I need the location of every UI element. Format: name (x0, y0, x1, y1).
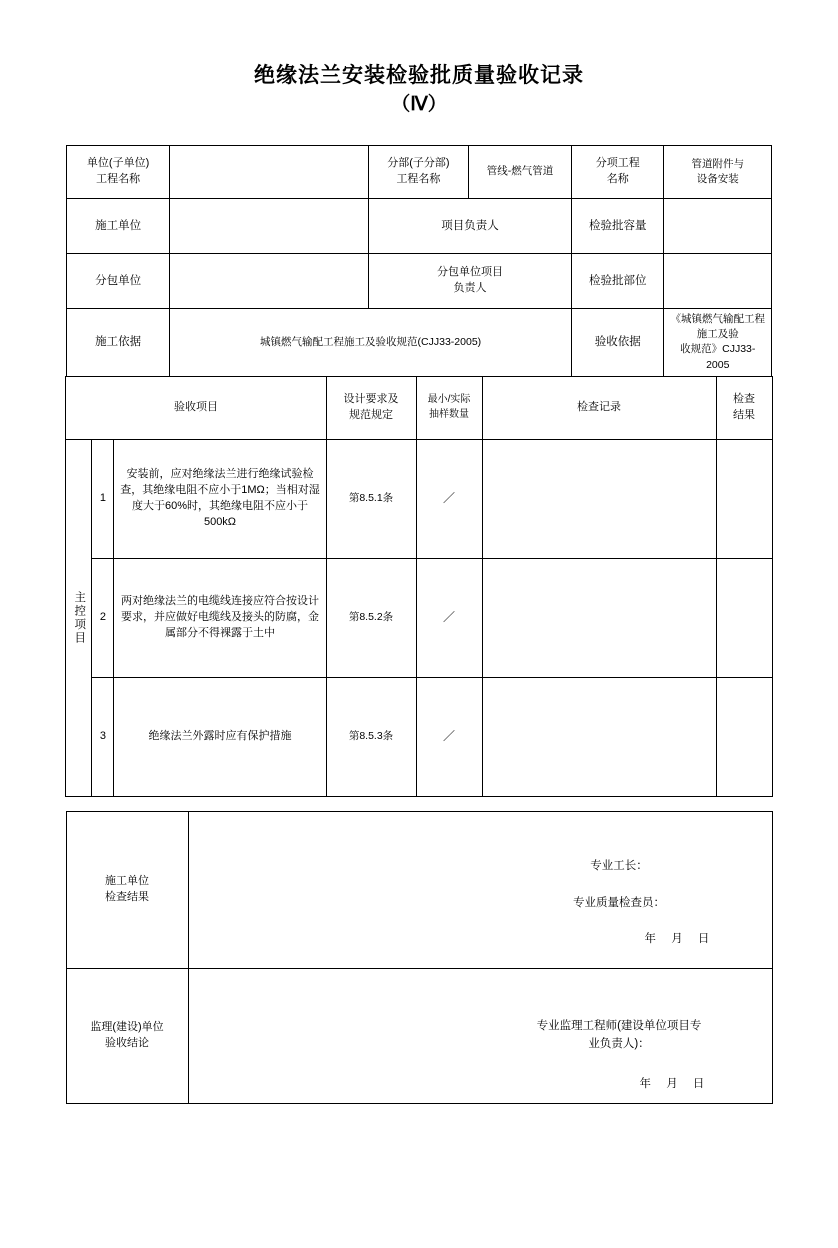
item-sample-quantity[interactable]: ／ (416, 677, 482, 796)
page-subtitle: （Ⅳ） (391, 94, 447, 116)
construction-result-label (66, 811, 188, 968)
column-header-record: 检查记录 (482, 376, 716, 439)
construction-result-content[interactable] (188, 811, 772, 968)
sub-leader-label (368, 253, 571, 308)
inspector-signature-label: 专业质量检查员： (573, 897, 665, 910)
batch-location-value[interactable] (664, 253, 772, 308)
subitem-name-value[interactable] (664, 145, 772, 198)
column-header-item: 验收项目 (66, 376, 326, 439)
supervision-label-line1: 监理(建设)单位 (90, 1020, 164, 1033)
division-name-label-line1: 分部(子分部) (387, 157, 450, 169)
basis-label: 施工依据 (67, 308, 170, 376)
column-header-sample-line2: 抽样数量 (429, 408, 470, 420)
table-row (66, 439, 772, 558)
item-sample-quantity[interactable]: ／ (416, 558, 482, 677)
supervision-conclusion-content[interactable] (188, 968, 772, 1103)
table-row (66, 968, 772, 1103)
table-row (67, 253, 772, 308)
unit-name-label-line1: 单位(子单位) (86, 157, 150, 169)
column-header-design-line1: 设计要求及 (343, 392, 399, 405)
subitem-name-label-line2: 名称 (606, 172, 629, 185)
subitem-name-label-line1: 分项工程 (595, 157, 640, 169)
project-leader-label: 项目负责人 (368, 198, 571, 253)
construction-result-label-line2: 检查结果 (105, 890, 149, 903)
unit-name-value[interactable] (170, 145, 369, 198)
acceptance-basis-label: 验收依据 (572, 308, 664, 376)
item-inspection-record[interactable] (482, 677, 716, 796)
construction-unit-value[interactable] (170, 198, 369, 253)
subitem-name-value-line1: 管道附件与 (691, 157, 744, 170)
table-row (66, 811, 772, 968)
table-row (66, 558, 772, 677)
sub-leader-label-line1: 分包单位项目 (437, 266, 504, 278)
item-sample-quantity[interactable]: ／ (416, 439, 482, 558)
item-inspection-record[interactable] (482, 439, 716, 558)
table-header-row (66, 376, 772, 439)
item-inspection-result[interactable] (716, 439, 772, 558)
column-header-design (326, 376, 416, 439)
acceptance-basis-value[interactable] (664, 308, 772, 376)
column-header-result-line1: 检查 (733, 392, 756, 405)
item-design-requirement: 第8.5.3条 (326, 677, 416, 796)
subitem-name-label (572, 145, 664, 198)
header-info-table (66, 145, 772, 377)
column-header-result (716, 376, 772, 439)
column-header-result-line2: 结果 (733, 408, 756, 421)
item-description: 绝缘法兰外露时应有保护措施 (114, 677, 326, 796)
construction-result-label-line1: 施工单位 (105, 874, 149, 887)
basis-value[interactable]: 城镇燃气输配工程施工及验收规范(CJJ33-2005) (170, 308, 572, 376)
item-design-requirement: 第8.5.2条 (326, 558, 416, 677)
foreman-signature-label: 专业工长： (590, 859, 648, 872)
item-description: 安装前，应对绝缘法兰进行绝缘试验检查，其绝缘电阻不应小于1MΩ；当相对湿度大于60%时，其绝缘电阻不应小于500kΩ (114, 439, 326, 558)
supervision-date-label: 年 月 日 (639, 1077, 711, 1090)
inspection-items-table (65, 376, 772, 797)
column-header-design-line2: 规范规定 (349, 408, 394, 421)
subitem-name-value-line2: 设备安装 (696, 172, 739, 185)
construction-unit-label: 施工单位 (67, 198, 170, 253)
subcontractor-value[interactable] (170, 253, 369, 308)
column-header-sample (416, 376, 482, 439)
section-label-text: 主控项目 (73, 590, 86, 645)
page-title: 绝缘法兰安装检验批质量验收记录 (254, 64, 584, 87)
division-name-label (368, 145, 468, 198)
item-inspection-result[interactable] (716, 558, 772, 677)
section-label-main-control (66, 439, 92, 796)
row-number: 2 (92, 558, 114, 677)
signature-table (66, 811, 773, 1104)
unit-name-label-line2: 工程名称 (96, 172, 141, 185)
supervision-signature-label-line1: 专业监理工程师(建设单位项目专 (536, 1020, 702, 1033)
division-name-value[interactable]: 管线-燃气管道 (468, 145, 571, 198)
row-number: 3 (92, 677, 114, 796)
supervision-conclusion-label (66, 968, 188, 1103)
table-row (66, 677, 772, 796)
acceptance-basis-line2: 收规范》CJJ33-2005 (680, 343, 756, 371)
supervision-signature-label-line2: 业负责人)： (588, 1037, 650, 1050)
construction-date-label: 年 月 日 (644, 932, 716, 945)
row-number: 1 (92, 439, 114, 558)
table-row (67, 198, 772, 253)
unit-name-label (67, 145, 170, 198)
subcontractor-label: 分包单位 (67, 253, 170, 308)
item-design-requirement: 第8.5.1条 (326, 439, 416, 558)
item-inspection-result[interactable] (716, 677, 772, 796)
column-header-sample-line1: 最小/实际 (427, 394, 471, 406)
batch-capacity-value[interactable] (664, 198, 772, 253)
item-inspection-record[interactable] (482, 558, 716, 677)
document-title-block (0, 62, 838, 119)
acceptance-basis-line1: 《城镇燃气输配工程施工及验 (670, 312, 765, 341)
item-description: 两对绝缘法兰的电缆线连接应符合按设计要求，并应做好电缆线及接头的防腐，金属部分不得裸露于土中 (114, 558, 326, 677)
supervision-label-line2: 验收结论 (105, 1036, 149, 1049)
batch-location-label: 检验批部位 (572, 253, 664, 308)
document-page (0, 62, 838, 1248)
batch-capacity-label: 检验批容量 (572, 198, 664, 253)
table-row (67, 308, 772, 376)
division-name-label-line2: 工程名称 (396, 172, 441, 185)
sub-leader-label-line2: 负责人 (453, 281, 487, 294)
table-row (67, 145, 772, 198)
